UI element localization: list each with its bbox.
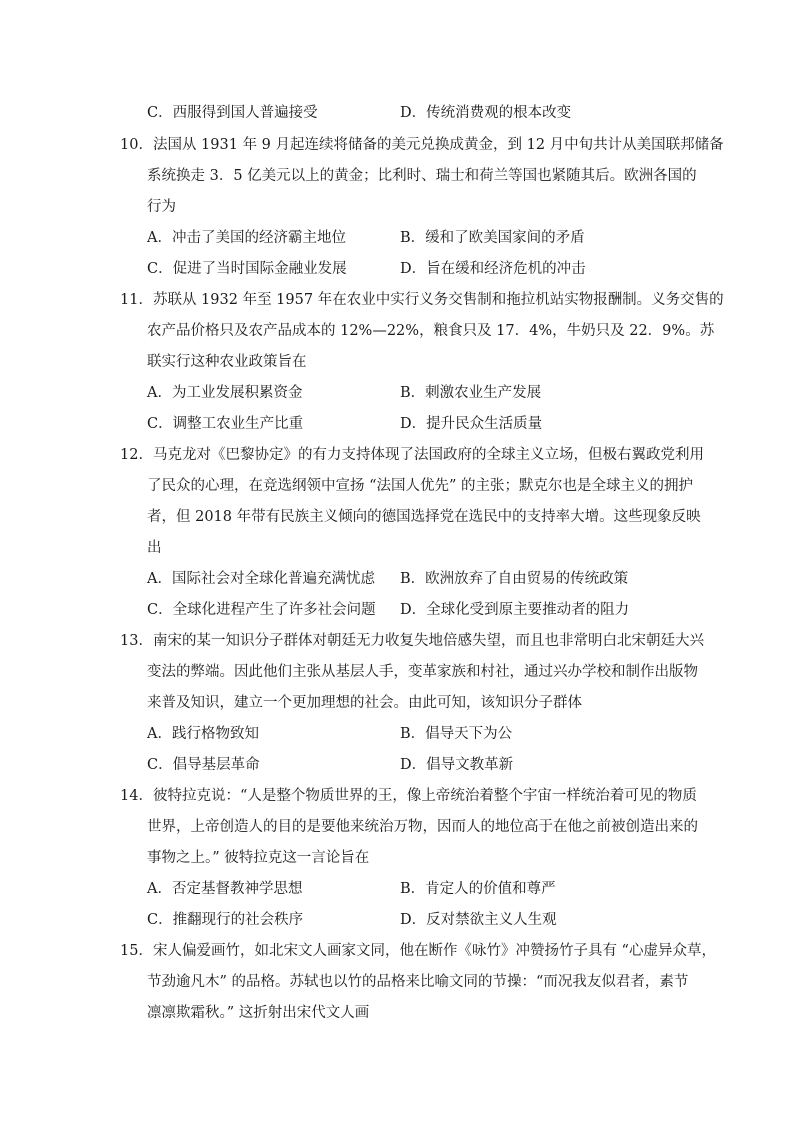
question-11-option-c: C．调整工农业生产比重 — [147, 416, 304, 432]
question-14-option-a: A．否定基督教神学思想 — [147, 881, 303, 897]
question-14-stem: 14．彼特拉克说：“人是整个物质世界的王，像上帝统治着整个宇宙一样统治着可见的物质 — [120, 788, 697, 804]
question-11-option-a: A．为工业发展积累资金 — [147, 385, 303, 401]
question-12-option-d: D．全球化受到原主要推动者的阻力 — [400, 602, 630, 618]
question-12-stem-line: 出 — [147, 540, 162, 556]
question-11-stem-line: 农产品价格只及农产品成本的 12%—22%，粮食只及 17．4%，牛奶只及 22．9%。苏 — [147, 323, 715, 339]
question-10-stem-line: 行为 — [147, 199, 176, 215]
question-11-stem: 11．苏联从 1932 年至 1957 年在农业中实行义务交售制和拖拉机站实物报酬制。义务交售的 — [120, 292, 724, 308]
question-14-option-d: D．反对禁欲主义人生观 — [400, 912, 557, 928]
option-d: D．传统消费观的根本改变 — [400, 105, 572, 121]
question-12-option-a: A．国际社会对全球化普遍充满忧虑 — [147, 571, 375, 587]
question-15-stem-line: 凛凛欺霜秋。” 这折射出宋代文人画 — [147, 1005, 370, 1021]
question-13-option-c: C．倡导基层革命 — [147, 757, 260, 773]
question-15-stem: 15．宋人偏爱画竹，如北宋文人画家文同，他在断作《咏竹》冲赞扬竹子具有 “心虚异众草， — [120, 943, 716, 959]
question-12-option-c: C．全球化进程产生了许多社会问题 — [147, 602, 376, 618]
question-13-option-d: D．倡导文教革新 — [400, 757, 514, 773]
question-10-stem-line: 系统换走 3．5 亿美元以上的黄金；比利时、瑞士和荷兰等国也紧随其后。欧洲各国的 — [147, 168, 697, 184]
question-14-option-b: B．肯定人的价值和尊严 — [400, 881, 556, 897]
question-13-option-b: B．倡导天下为公 — [400, 726, 513, 742]
question-11-option-b: B．刺激农业生产发展 — [400, 385, 542, 401]
question-14-option-c: C．推翻现行的社会秩序 — [147, 912, 304, 928]
question-13-option-a: A．践行格物致知 — [147, 726, 259, 742]
question-11-stem-line: 联实行这种农业政策旨在 — [147, 354, 307, 370]
question-12-stem: 12．马克龙对《巴黎协定》的有力支持体现了法国政府的全球主义立场，但极右翼政党利用 — [120, 447, 704, 463]
question-10-stem: 10．法国从 1931 年 9 月起连续将储备的美元兑换成黄金，到 12 月中旬共计从美国联邦储备 — [120, 137, 724, 153]
question-14-stem-line: 世界，上帝创造人的目的是要他来统治万物，因而人的地位高于在他之前被创造出来的 — [147, 819, 698, 835]
question-12-option-b: B．欧洲放弃了自由贸易的传统政策 — [400, 571, 629, 587]
question-15-stem-line: 节劲逾凡木” 的品格。苏轼也以竹的品格来比喻文同的节操：“而况我友似君者，素节 — [147, 974, 689, 990]
question-13-stem-line: 变法的弊端。因此他们主张从基层人手，变革家族和村社，通过兴办学校和制作出版物 — [147, 664, 698, 680]
question-13-stem: 13．南宋的某一知识分子群体对朝廷无力收复失地倍感失望，而且也非常明白北宋朝廷大兴 — [120, 633, 704, 649]
question-13-stem-line: 来普及知识，建立一个更加理想的社会。由此可知，该知识分子群体 — [147, 695, 582, 711]
question-10-option-c: C．促进了当时国际金融业发展 — [147, 261, 347, 277]
question-10-option-a: A．冲击了美国的经济霸主地位 — [147, 230, 346, 246]
question-11-option-d: D．提升民众生活质量 — [400, 416, 543, 432]
question-10-option-d: D．旨在缓和经济危机的冲击 — [400, 261, 586, 277]
question-14-stem-line: 事物之上。” 彼特拉克这一言论旨在 — [147, 850, 370, 866]
question-12-stem-line: 了民众的心理，在竞选纲领中宣扬 “法国人优先” 的主张；默克尔也是全球主义的拥护 — [147, 478, 694, 494]
option-c: C．西服得到国人普遍接受 — [147, 105, 318, 121]
question-12-stem-line: 者，但 2018 年带有民族主义倾向的德国选择党在选民中的支持率大增。这些现象反映 — [147, 509, 701, 525]
question-10-option-b: B．缓和了欧美国家间的矛盾 — [400, 230, 585, 246]
